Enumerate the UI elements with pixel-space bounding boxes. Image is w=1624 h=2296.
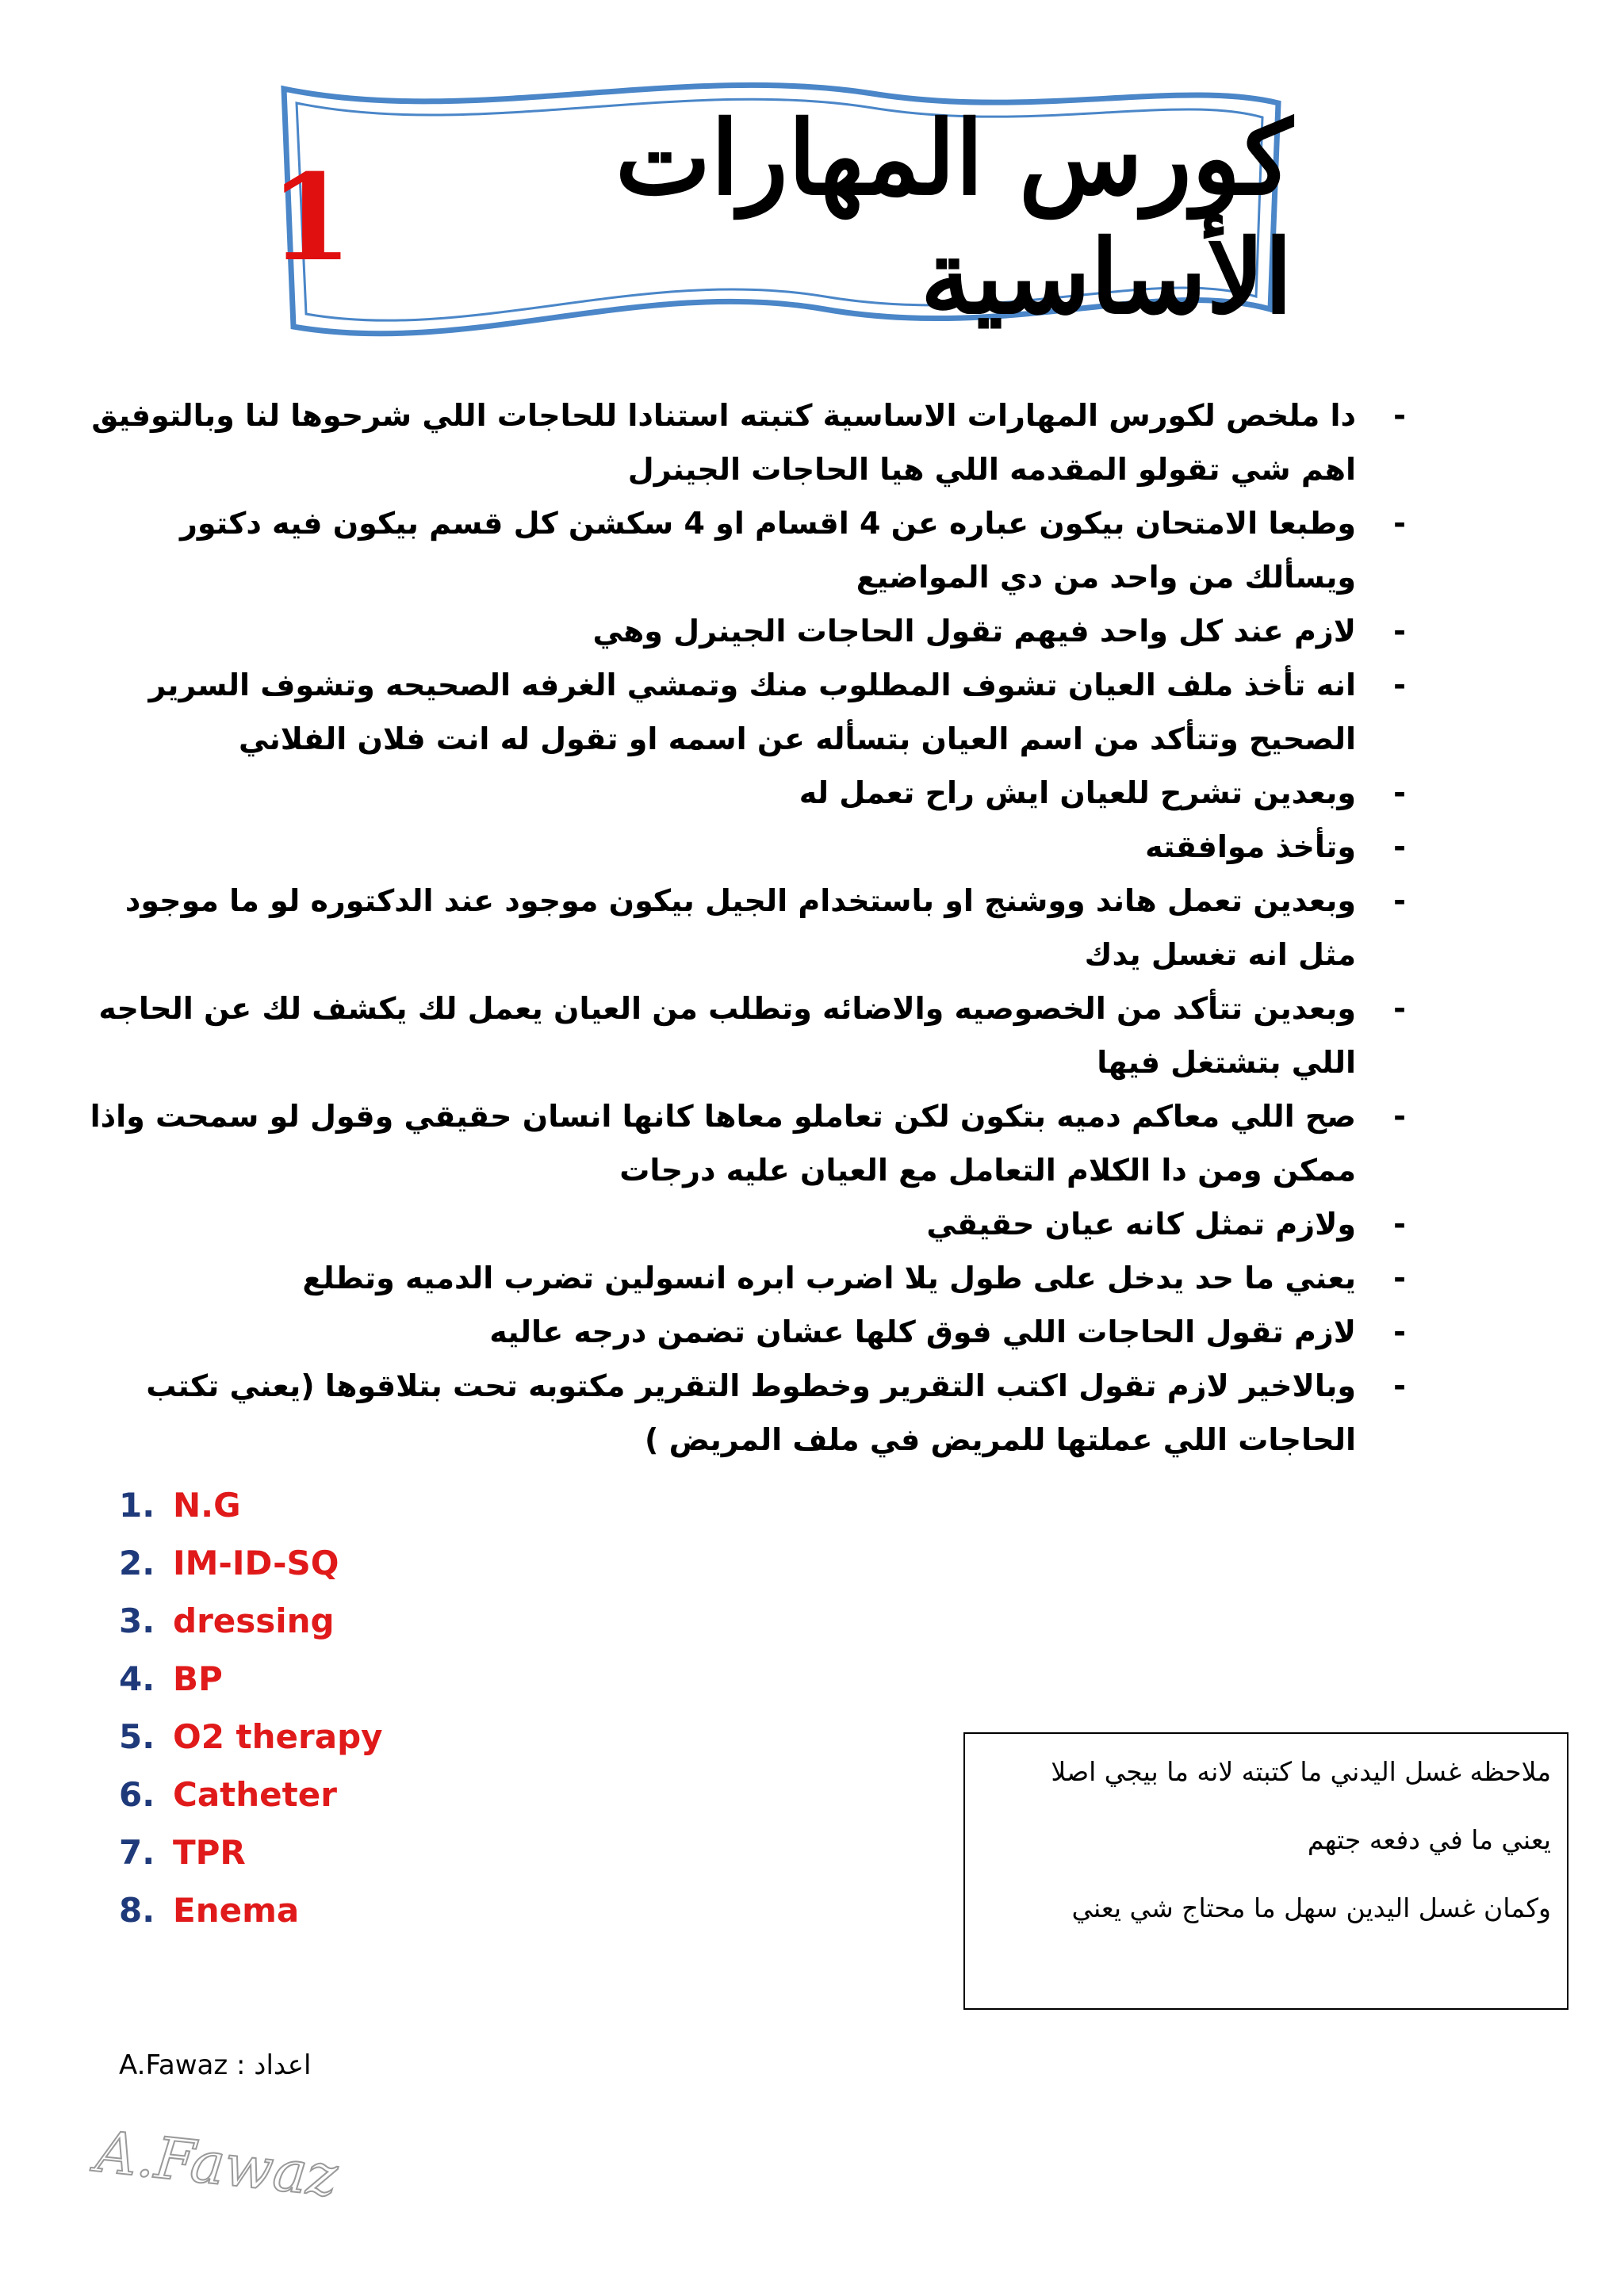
topic-item xyxy=(119,1476,383,1534)
instruction-text: وبالاخير لازم تقول اكتب التقرير وخطوط التقرير مكتوبه تحت بتلاقوها (يعني تكتب الحاجات اللي عملتها للمريض في ملف المريض ) xyxy=(146,1368,1356,1457)
signature-text: A.Fawaz xyxy=(93,2118,341,2210)
bullet-marker: - xyxy=(1393,1099,1406,1134)
topic-number: 1. xyxy=(119,1486,155,1525)
topic-label: N.G xyxy=(173,1486,241,1525)
topic-number: 3. xyxy=(119,1601,155,1640)
topic-item xyxy=(119,1592,383,1650)
instruction-item xyxy=(75,1305,1406,1359)
instruction-item xyxy=(75,820,1406,874)
topics-list xyxy=(119,1476,383,1939)
topic-label: TPR xyxy=(173,1833,246,1872)
instruction-text: وتأخذ موافقته xyxy=(1145,829,1356,864)
instruction-item xyxy=(75,1089,1406,1197)
course-title-text: كورس المهارات الأساسية xyxy=(615,99,1293,337)
topic-label: O2 therapy xyxy=(173,1717,383,1756)
instruction-text: دا ملخص لكورس المهارات الاساسية كتبته استنادا للحاجات اللي شرحوها لنا وبالتوفيق اهم شي تقولو المقدمه اللي هيا الحاجات الجينرل xyxy=(91,398,1356,487)
topic-number: 6. xyxy=(119,1775,155,1814)
instruction-item xyxy=(75,388,1406,496)
bullet-marker: - xyxy=(1393,829,1406,864)
bullet-marker: - xyxy=(1393,1261,1406,1295)
instruction-text: وطبعا الامتحان بيكون عباره عن 4 اقسام او 4 سكشن كل قسم بيكون فيه دكتور ويسألك من واحد من دي المواضيع xyxy=(180,506,1356,595)
bullet-marker: - xyxy=(1393,614,1406,649)
note-line: ملاحظه غسل اليدني ما كتبته لانه ما بيجي اصلا xyxy=(1051,1756,1551,1787)
instruction-text: انه تأخذ ملف العيان تشوف المطلوب منك وتمشي الغرفه الصحيحه وتشوف السرير الصحيح وتتأكد من اسم العيان بتسأله عن اسمه او تقول له انت فلان الفلاني xyxy=(148,668,1356,756)
instruction-item xyxy=(75,874,1406,982)
topic-item xyxy=(119,1881,383,1939)
title-banner xyxy=(270,71,1293,365)
topic-label: Enema xyxy=(173,1891,300,1930)
note-line: وكمان غسل اليدين سهل ما محتاج شي يعني xyxy=(1071,1892,1551,1923)
topic-number: 7. xyxy=(119,1833,155,1872)
instruction-item xyxy=(75,496,1406,604)
topic-item xyxy=(119,1650,383,1708)
topic-number: 2. xyxy=(119,1544,155,1582)
instruction-item xyxy=(75,766,1406,820)
bullet-marker: - xyxy=(1393,1207,1406,1242)
note-line: يعني ما في دفعه جتهم xyxy=(1307,1824,1551,1855)
bullet-marker: - xyxy=(1393,398,1406,433)
instruction-text: وبعدين تشرح للعيان ايش راح تعمل له xyxy=(799,775,1356,810)
bullet-marker: - xyxy=(1393,1368,1406,1403)
instruction-item xyxy=(75,1197,1406,1251)
bullet-marker: - xyxy=(1393,883,1406,918)
topic-number: 8. xyxy=(119,1891,155,1930)
instruction-text: ولازم تمثل كانه عيان حقيقي xyxy=(926,1207,1356,1242)
instruction-text: لازم تقول الحاجات اللي فوق كلها عشان تضمن درجه عاليه xyxy=(489,1314,1356,1349)
bullet-marker: - xyxy=(1393,506,1406,541)
author-line xyxy=(119,2049,311,2081)
topic-item xyxy=(119,1823,383,1881)
instruction-item xyxy=(75,1251,1406,1305)
instruction-item xyxy=(75,658,1406,766)
topic-item xyxy=(119,1708,383,1766)
topic-label: BP xyxy=(173,1659,223,1698)
instruction-text: يعني ما حد يدخل على طول يلا اضرب ابره انسولين تضرب الدميه وتطلع xyxy=(302,1261,1356,1295)
topic-item xyxy=(119,1534,383,1592)
topic-label: IM-ID-SQ xyxy=(173,1544,339,1582)
topic-label: Catheter xyxy=(173,1775,337,1814)
bullet-marker: - xyxy=(1393,775,1406,810)
author-name: A.Fawaz xyxy=(119,2049,228,2081)
topic-item xyxy=(119,1766,383,1823)
note-box xyxy=(963,1732,1568,2010)
course-title xyxy=(270,71,1293,365)
signature-image xyxy=(87,2101,357,2236)
instruction-text: وبعدين تتأكد من الخصوصيه والاضائه وتطلب من العيان يعمل لك يكشف لك عن الحاجه اللي بتشتغل فيها xyxy=(98,991,1356,1080)
instruction-item xyxy=(75,604,1406,658)
instruction-item xyxy=(75,1359,1406,1467)
topic-label: dressing xyxy=(173,1601,335,1640)
instruction-text: صح اللي معاكم دميه بتكون لكن تعاملو معاها كانها انسان حقيقي وقول لو سمحت واذا ممكن ومن دا الكلام التعامل مع العيان عليه درجات xyxy=(90,1099,1356,1188)
bullet-marker: - xyxy=(1393,1314,1406,1349)
course-title-number: 1 xyxy=(270,148,353,288)
author-label: اعداد : xyxy=(236,2049,312,2081)
instructions-list xyxy=(75,388,1439,1467)
topic-number: 4. xyxy=(119,1659,155,1698)
instruction-text: لازم عند كل واحد فيهم تقول الحاجات الجينرل وهي xyxy=(592,614,1356,649)
topic-number: 5. xyxy=(119,1717,155,1756)
bullet-marker: - xyxy=(1393,991,1406,1026)
bullet-marker: - xyxy=(1393,668,1406,702)
instruction-item xyxy=(75,982,1406,1089)
instruction-text: وبعدين تعمل هاند ووشنج او باستخدام الجيل بيكون موجود عند الدكتوره لو ما موجود مثل انه تغسل يدك xyxy=(124,883,1356,972)
